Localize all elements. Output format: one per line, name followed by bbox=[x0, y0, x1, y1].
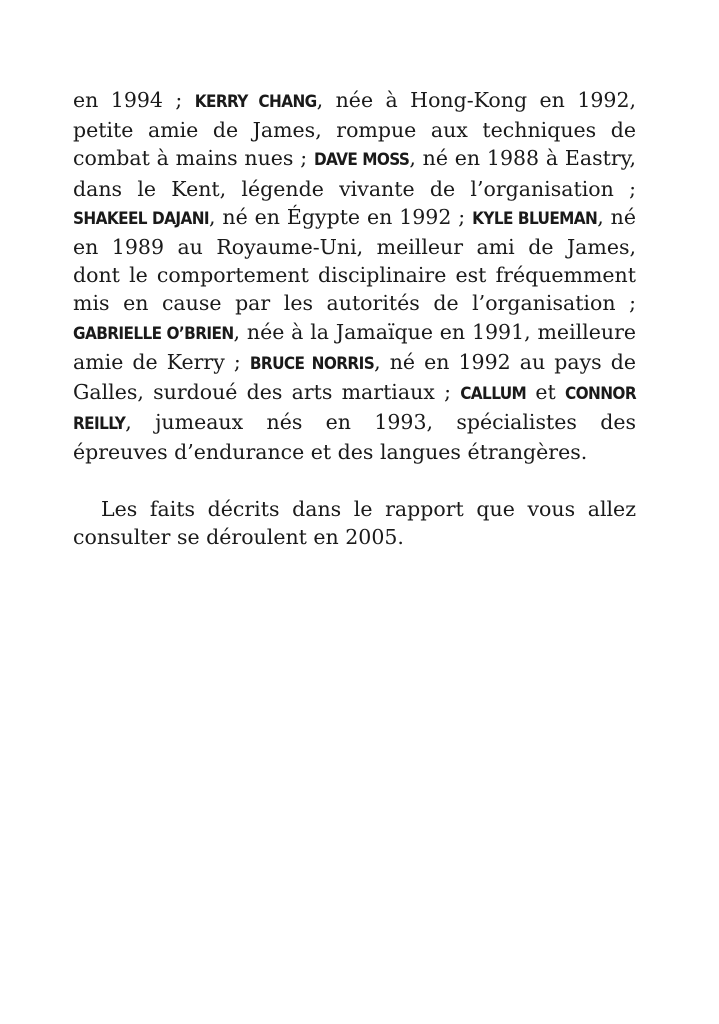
character-name: CONNOR REILLY bbox=[73, 384, 636, 435]
paragraph-text: , jumeaux nés en 1993, spécialistes des épreuves d’endurance et des langues étrangères. bbox=[73, 410, 636, 465]
book-page bbox=[73, 86, 636, 551]
character-name: SHAKEEL DAJANI bbox=[73, 208, 210, 229]
character-name: CALLUM bbox=[460, 384, 527, 405]
character-name: BRUCE NORRIS bbox=[249, 353, 375, 374]
paragraph-text: , née à la Jamaïque en 1991, meilleure amie de Kerry ; bbox=[73, 319, 637, 374]
paragraph-text: , né en 1989 au Royaume-Uni, meilleur ami de James, dont le comportement disciplinaire est fréquemment mis en cause par les autorités de l’organisation ; bbox=[73, 204, 637, 316]
paragraph-text: , né en 1992 au pays de Galles, surdoué des arts martiaux ; bbox=[73, 349, 637, 405]
paragraph-text: , né en Égypte en 1992 ; bbox=[209, 204, 473, 229]
paragraph-text: en 1994 ; bbox=[73, 88, 195, 112]
paragraph-text: , né en 1988 à Eastry, dans le Kent, légende vivante de l’organisation ; bbox=[73, 146, 637, 201]
character-name: GABRIELLE O’BRIEN bbox=[73, 323, 234, 344]
report-date-paragraph: Les faits décrits dans le rapport que vous allez consulter se déroulent en 2005. bbox=[73, 496, 636, 549]
character-name: KYLE BLUEMAN bbox=[472, 208, 598, 229]
paragraph-text: et bbox=[526, 380, 565, 405]
character-name: DAVE MOSS bbox=[313, 150, 410, 171]
character-list-paragraph bbox=[73, 86, 636, 467]
character-name: KERRY CHANG bbox=[194, 92, 317, 112]
paragraph-text: , née à Hong-Kong en 1992, petite amie de James, rompue aux techniques de combat à mains nues ; bbox=[73, 88, 637, 171]
